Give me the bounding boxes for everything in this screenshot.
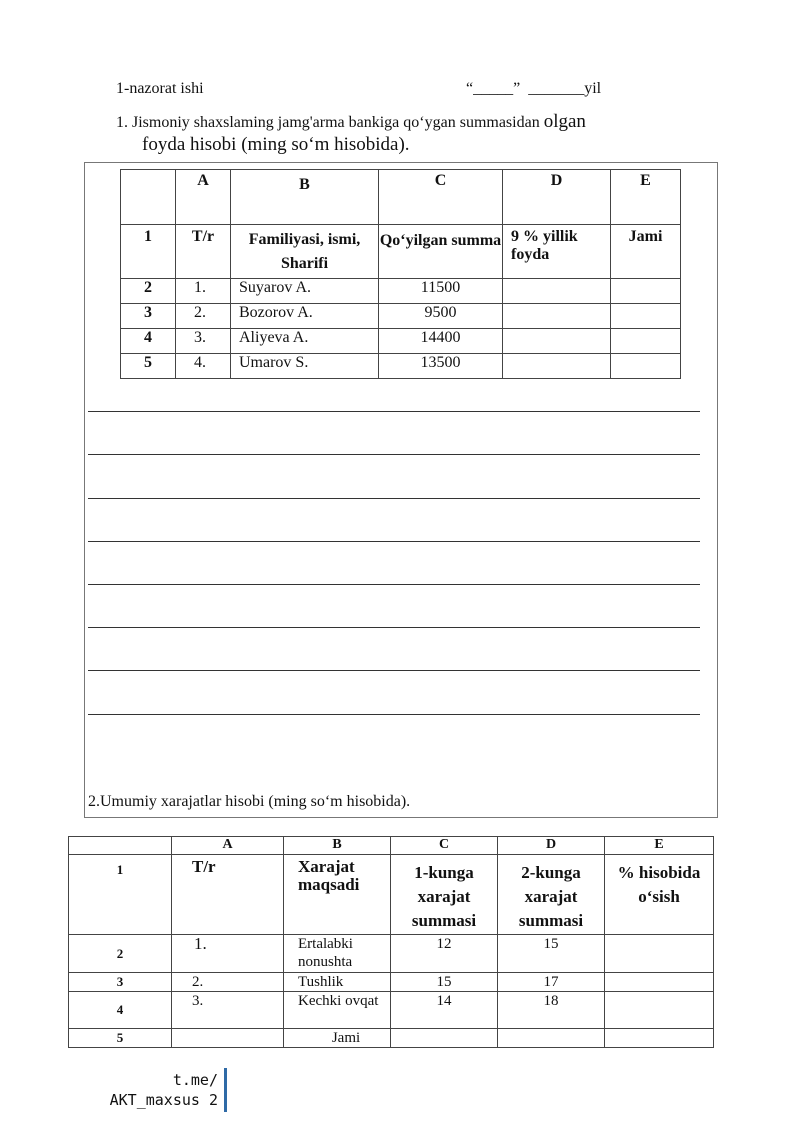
answer-line (88, 541, 700, 542)
task1-title-line1 (116, 111, 586, 133)
corner-cell (69, 837, 172, 855)
table-row (121, 329, 681, 354)
col-letter-e: E (605, 837, 714, 855)
corner-cell (121, 170, 176, 225)
header-total: Jami (611, 225, 681, 279)
answer-line (88, 670, 700, 671)
header-growth: % hisobida o‘sish (605, 855, 714, 935)
row-deposit: 9500 (379, 304, 503, 329)
header-purpose: Xarajat maqsadi (284, 855, 391, 935)
table-row (121, 354, 681, 379)
row-purpose: Tushlik (284, 973, 391, 992)
row-profit (503, 304, 611, 329)
row-number: 2 (121, 279, 176, 304)
table-row (69, 935, 714, 973)
col-letter-a: A (172, 837, 284, 855)
col-letter-d: D (503, 170, 611, 225)
header-name: Familiyasi, ismi, Sharifi (231, 225, 379, 279)
row-day1: 12 (391, 935, 498, 973)
col-letter-d: D (498, 837, 605, 855)
footer-watermark (100, 1070, 218, 1110)
row-day1 (391, 1029, 498, 1048)
row-tr: 1. (176, 279, 231, 304)
task1-title-small: 1. Jismoniy shaxslaming jamg'arma bankiga qo‘ygan summasidan (116, 114, 544, 131)
answer-line (88, 411, 700, 412)
row-number: 4 (121, 329, 176, 354)
col-letter-e: E (611, 170, 681, 225)
row-tr (172, 1029, 284, 1048)
row-profit (503, 354, 611, 379)
table-row (69, 1029, 714, 1048)
row-tr: 2. (172, 973, 284, 992)
row-total (611, 279, 681, 304)
row-name: Bozorov A. (231, 304, 379, 329)
row-number: 1 (69, 855, 172, 935)
footer-line1: t.me/ (172, 1071, 218, 1089)
row-number: 5 (121, 354, 176, 379)
row-growth (605, 1029, 714, 1048)
col-letter-b: B (284, 837, 391, 855)
footer-line2: AKT_maxsus 2 (109, 1091, 218, 1109)
row-number: 5 (69, 1029, 172, 1048)
row-number: 3 (69, 973, 172, 992)
row-purpose: Kechki ovqat (284, 992, 391, 1029)
row-tr: 3. (176, 329, 231, 354)
row-day1: 15 (391, 973, 498, 992)
table-row (121, 304, 681, 329)
row-tr: 1. (172, 935, 284, 973)
row-tr: 4. (176, 354, 231, 379)
row-deposit: 11500 (379, 279, 503, 304)
task1-title-line2: foyda hisobi (ming so‘m hisobida). (142, 134, 410, 155)
answer-line (88, 498, 700, 499)
column-letters-row (121, 170, 681, 225)
col-letter-c: C (391, 837, 498, 855)
col-letter-a: A (176, 170, 231, 225)
answer-line (88, 584, 700, 585)
task1-title-big: olgan (543, 111, 586, 132)
col-letter-b: B (231, 170, 379, 225)
header-deposit: Qo‘yilgan summa (379, 225, 503, 279)
row-name: Umarov S. (231, 354, 379, 379)
date-field: “_____” _______yil (466, 80, 602, 97)
row-growth (605, 973, 714, 992)
row-name: Aliyeva A. (231, 329, 379, 354)
header-day1: 1-kunga xarajat summasi (391, 855, 498, 935)
answer-line (88, 714, 700, 715)
row-tr: 3. (172, 992, 284, 1029)
worksheet-title: 1-nazorat ishi (116, 80, 204, 97)
row-number: 4 (69, 992, 172, 1029)
row-day2 (498, 1029, 605, 1048)
row-growth (605, 935, 714, 973)
task2-title: 2.Umumiy xarajatlar hisobi (ming so‘m hisobida). (88, 793, 411, 810)
row-day2: 18 (498, 992, 605, 1029)
header-row (69, 855, 714, 935)
row-day2: 17 (498, 973, 605, 992)
answer-line (88, 454, 700, 455)
row-total (611, 354, 681, 379)
row-growth (605, 992, 714, 1029)
table-row (121, 279, 681, 304)
deposit-table (120, 169, 681, 379)
row-purpose: Jami (284, 1029, 391, 1048)
row-purpose: Ertalabki nonushta (284, 935, 391, 973)
row-number: 3 (121, 304, 176, 329)
row-number: 2 (69, 935, 172, 973)
row-profit (503, 329, 611, 354)
table-row (69, 992, 714, 1029)
row-name: Suyarov A. (231, 279, 379, 304)
row-total (611, 304, 681, 329)
footer-bar (224, 1068, 227, 1112)
column-letters-row (69, 837, 714, 855)
answer-line (88, 627, 700, 628)
row-day2: 15 (498, 935, 605, 973)
header-tr: T/r (176, 225, 231, 279)
header-tr: T/r (172, 855, 284, 935)
expenses-table (68, 836, 714, 1048)
row-deposit: 14400 (379, 329, 503, 354)
col-letter-c: C (379, 170, 503, 225)
row-deposit: 13500 (379, 354, 503, 379)
table-row (69, 973, 714, 992)
header-profit: 9 % yillik foyda (503, 225, 611, 279)
header-day2: 2-kunga xarajat summasi (498, 855, 605, 935)
row-number: 1 (121, 225, 176, 279)
header-row (121, 225, 681, 279)
row-tr: 2. (176, 304, 231, 329)
row-day1: 14 (391, 992, 498, 1029)
row-total (611, 329, 681, 354)
row-profit (503, 279, 611, 304)
